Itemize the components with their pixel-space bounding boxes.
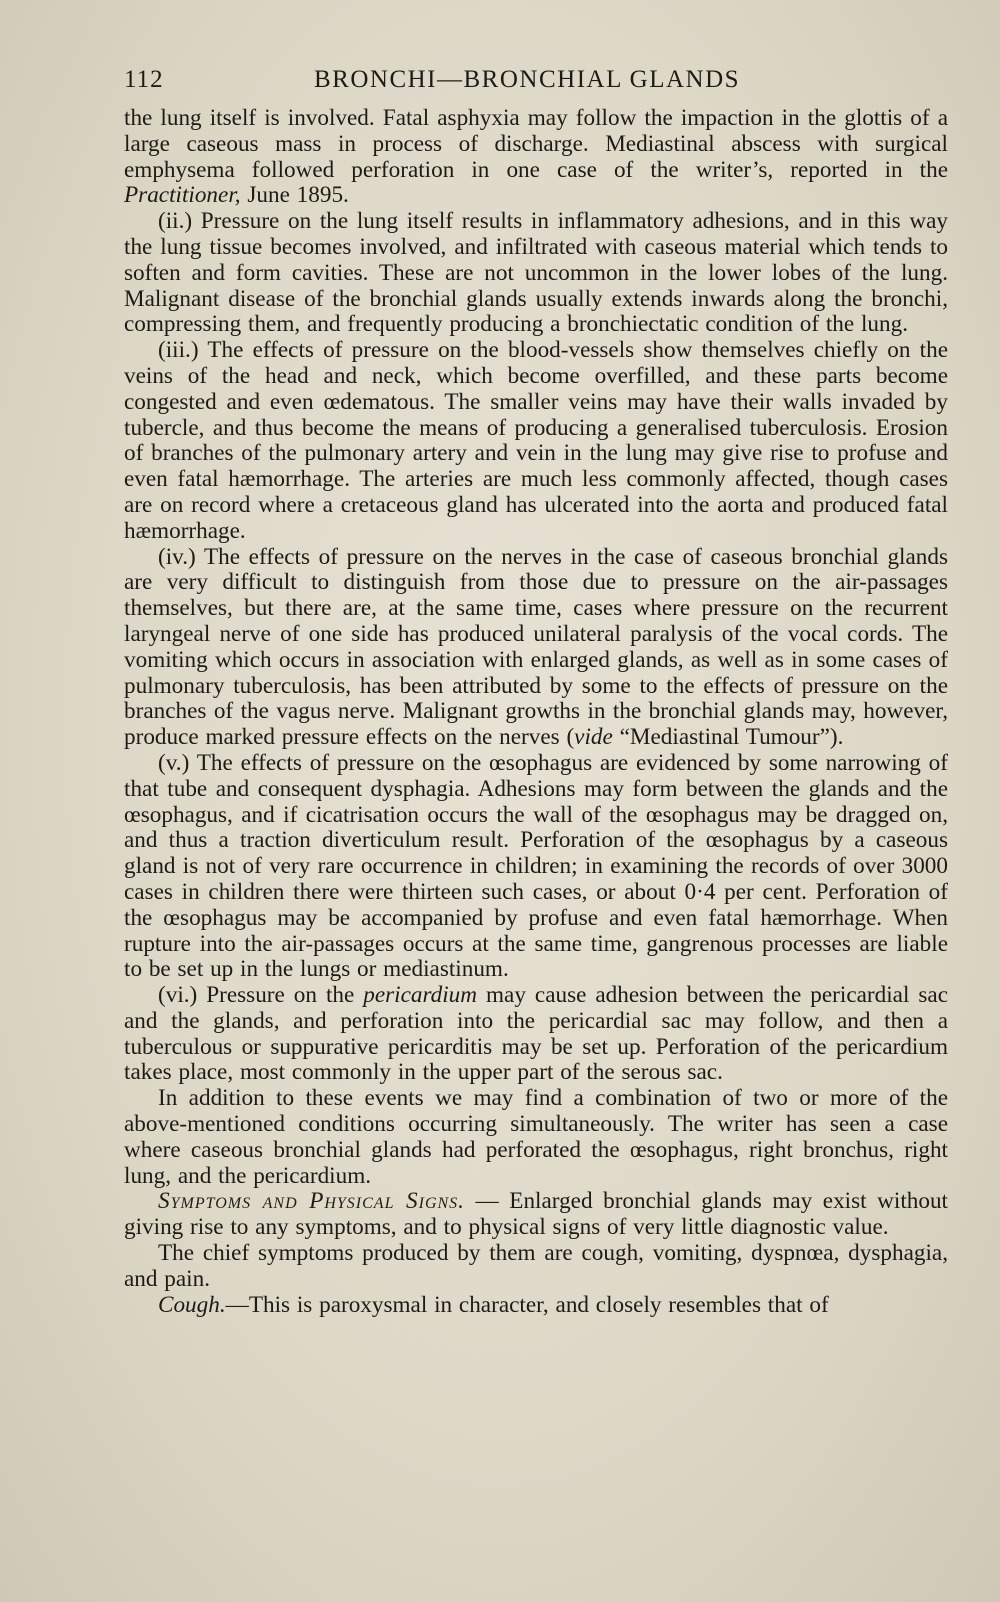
italic-pericardium: pericardium (363, 982, 478, 1009)
paragraph-combination: In addition to these events we may find a combination of two or more of the above-mentioned conditions occurring simultaneously. The writer has seen a case where caseous bronchial glands had perforated the œsophagus, right bronchus, right lung, and the pericardium. (124, 1085, 948, 1189)
paragraph-v: (v.) The effects of pressure on the œsophagus are evidenced by some narrowing of that tube and consequent dysphagia. Adhesions may form between the glands and the œsophagus, and if cicatrisation occurs the wall of the œsophagus may be dragged on, and thus a traction diverticulum result. Perforation of the œsophagus by a caseous gland is not of very rare occurrence in children; in examining the records of over 3000 cases in children there were thirteen such cases, or about 0·4 per cent. Perforation of the œsophagus may be accompanied by profuse and even fatal hæmorrhage. When rupture into the air-passages occurs at the same time, gangrenous processes are liable to be set up in the lungs or mediastinum. (124, 749, 948, 983)
paragraph-iii: (iii.) The effects of pressure on the blood-vessels show themselves chiefly on the veins of the head and neck, which become overfilled, and these parts become congested and even œdematous. The smaller veins may have their walls invaded by tubercle, and thus become the means of producing a generalised tuberculosis. Erosion of branches of the pulmonary artery and vein in the lung may give rise to profuse and even fatal hæmorrhage. The arteries are much less commonly affected, though cases are on record where a cretaceous gland has ulcerated into the aorta and produced fatal hæmorrhage. (124, 337, 948, 544)
subheading-cough: Cough. (158, 1291, 226, 1318)
page-header (124, 66, 948, 94)
body-text (124, 106, 948, 1318)
running-head: BRONCHI—BRONCHIAL GLANDS (314, 66, 741, 93)
paragraph-iv: (iv.) The effects of pressure on the nerves in the case of caseous bronchial glands are very difficult to distinguish from those due to pressure on the air-passages themselves, but there are, at the same time, cases where pressure on the recurrent laryngeal nerve of one side has produced unilateral paralysis of the vocal cords. The vomiting which occurs in association with enlarged glands, as well as in some cases of pulmonary tuberculosis, has been attributed by some to the effects of pressure on the branches of the vagus nerve. Malignant growths in the bronchial glands may, however, produce marked pressure effects on the nerves (vide “Mediastinal Tumour”). (124, 543, 948, 751)
paragraph-intro: the lung itself is involved. Fatal asphyxia may follow the impaction in the glottis of a large caseous mass in process of discharge. Mediastinal abscess with surgical emphysema followed perforation in one case of the writer’s, reported in the Practitioner, June 1895. (124, 105, 948, 209)
page-number: 112 (124, 66, 164, 93)
section-heading-symptoms: Symptoms and Physical Signs. (158, 1188, 465, 1215)
paragraph-ii: (ii.) Pressure on the lung itself results in inflammatory adhesions, and in this way the lung tissue becomes involved, and infiltrated with caseous material which tends to soften and form cavities. These are not uncommon in the lower lobes of the lung. Malignant disease of the bronchial glands usually extends inwards along the bronchi, compressing them, and frequently producing a bronchiectatic condition of the lung. (124, 208, 948, 338)
paragraph-vi: (vi.) Pressure on the pericardium may cause adhesion between the pericardial sac and the glands, and perforation into the pericardial sac may follow, and then a tuberculous or suppurative pericarditis may be set up. Perforation of the pericardium takes place, most commonly in the upper part of the serous sac. (124, 982, 948, 1086)
italic-practitioner: Practitioner, (124, 182, 241, 209)
paragraph-cough: Cough.—This is paroxysmal in character, and closely resembles that of (158, 1291, 829, 1318)
paragraph-symptoms-heading: Symptoms and Physical Signs. — Enlarged bronchial glands may exist without giving rise to any symptoms, and to physical signs of very little diagnostic value. (124, 1188, 948, 1241)
italic-vide: vide (574, 724, 613, 751)
paragraph-chief-symptoms: The chief symptoms produced by them are cough, vomiting, dyspnœa, dysphagia, and pain. (124, 1240, 948, 1292)
